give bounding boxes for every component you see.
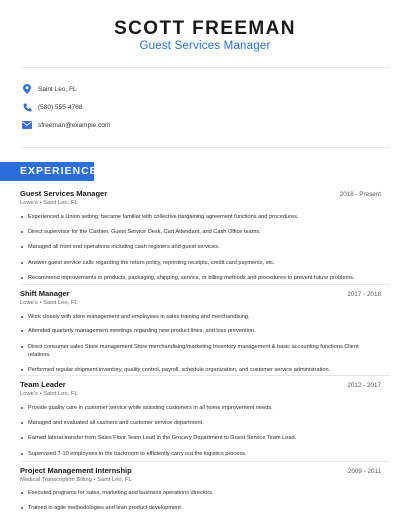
job-dates: 2017 - 2018 xyxy=(347,291,381,298)
job-bullet: Trained in agile methodologies and lean product development. xyxy=(28,504,381,512)
job-title: Guest Services Manager xyxy=(20,189,108,198)
phone-icon xyxy=(20,100,34,114)
contact-divider xyxy=(20,147,390,148)
candidate-title: Guest Services Manager xyxy=(139,40,271,52)
job-entry xyxy=(20,380,381,460)
job-entry xyxy=(20,289,381,379)
job-company: Lowe's • Saint Leo, FL xyxy=(20,391,78,397)
job-bullet: Executed programs for sales, marketing and business operations directors. xyxy=(28,489,381,497)
email-icon xyxy=(20,118,34,132)
job-bullet: Answer guest service calls regarding the return policy, reprinting receipts, credit card payments, etc. xyxy=(28,259,381,267)
job-divider xyxy=(20,284,390,285)
contact-phone-text: (580) 555-4768 xyxy=(38,103,83,111)
job-bullet: Recommend improvements in products, packaging, shipping, service, or billing methods and procedures to prevent future problems. xyxy=(28,274,381,282)
job-bullet: Earned lateral transfer from Sales Floor Team Lead in the Grocery Department to Guest Service Team Lead. xyxy=(28,434,381,442)
job-dates: 2018 - Present xyxy=(339,191,381,198)
contact-location-text: Saint Leo, FL xyxy=(38,85,77,93)
contact-email xyxy=(20,118,110,132)
job-bullet: Provide quality care in customer service while assisting customers in all home improvement needs. xyxy=(28,404,381,412)
job-divider xyxy=(20,375,390,376)
header-divider xyxy=(20,67,390,68)
job-bullet: Performed regular shipment inventory, quality control, payroll, schedule organization, and customer service administration. xyxy=(28,366,381,374)
job-dates: 2009 - 2011 xyxy=(347,468,381,475)
job-company: Lowe's • Saint Leo, FL xyxy=(20,200,78,206)
job-entry xyxy=(20,189,381,289)
job-title: Project Management Internship xyxy=(20,466,132,475)
candidate-name: SCOTT FREEMAN xyxy=(114,18,296,39)
job-title: Team Leader xyxy=(20,380,66,389)
contact-email-text: sfreeman@example.com xyxy=(38,121,111,129)
job-divider xyxy=(20,461,390,462)
contact-phone xyxy=(20,100,82,114)
job-bullet: Supervised 7-10 employees in the backroom to efficiently carry out the logistics process. xyxy=(28,450,381,458)
job-company: Lowe's • Saint Leo, FL xyxy=(20,300,78,306)
job-title: Shift Manager xyxy=(20,289,70,298)
job-bullet: Managed and evaluated all cashiers and customer service department. xyxy=(28,419,381,427)
job-company: Medical Transcription Billing • Saint Leo, FL xyxy=(20,477,132,483)
job-bullet: Work closely with store management and employees in sales training and merchandising. xyxy=(28,313,381,321)
job-bullet: Managed all front end operations including cash registers and guest services. xyxy=(28,243,381,251)
job-bullet: Experienced a Union setting; became familiar with collective bargaining agreement functions and procedures. xyxy=(28,213,381,221)
job-bullet: Direct supervisor for the Cashier, Guest Service Desk, Cart Attendant, and Cash Office teams. xyxy=(28,228,381,236)
contact-location xyxy=(20,82,77,96)
job-entry xyxy=(20,466,381,526)
map-pin-icon xyxy=(20,82,34,96)
section-title-experience: EXPERIENCE xyxy=(0,162,94,181)
job-bullet: Direct consumer sales Store management Store merchandising/marketing Inventory management & basic accounting functions Client relations. xyxy=(28,343,381,359)
job-bullet: Attended quarterly management meetings regarding new product lines, and loss prevention. xyxy=(28,327,381,335)
job-dates: 2012 - 2017 xyxy=(347,382,381,389)
